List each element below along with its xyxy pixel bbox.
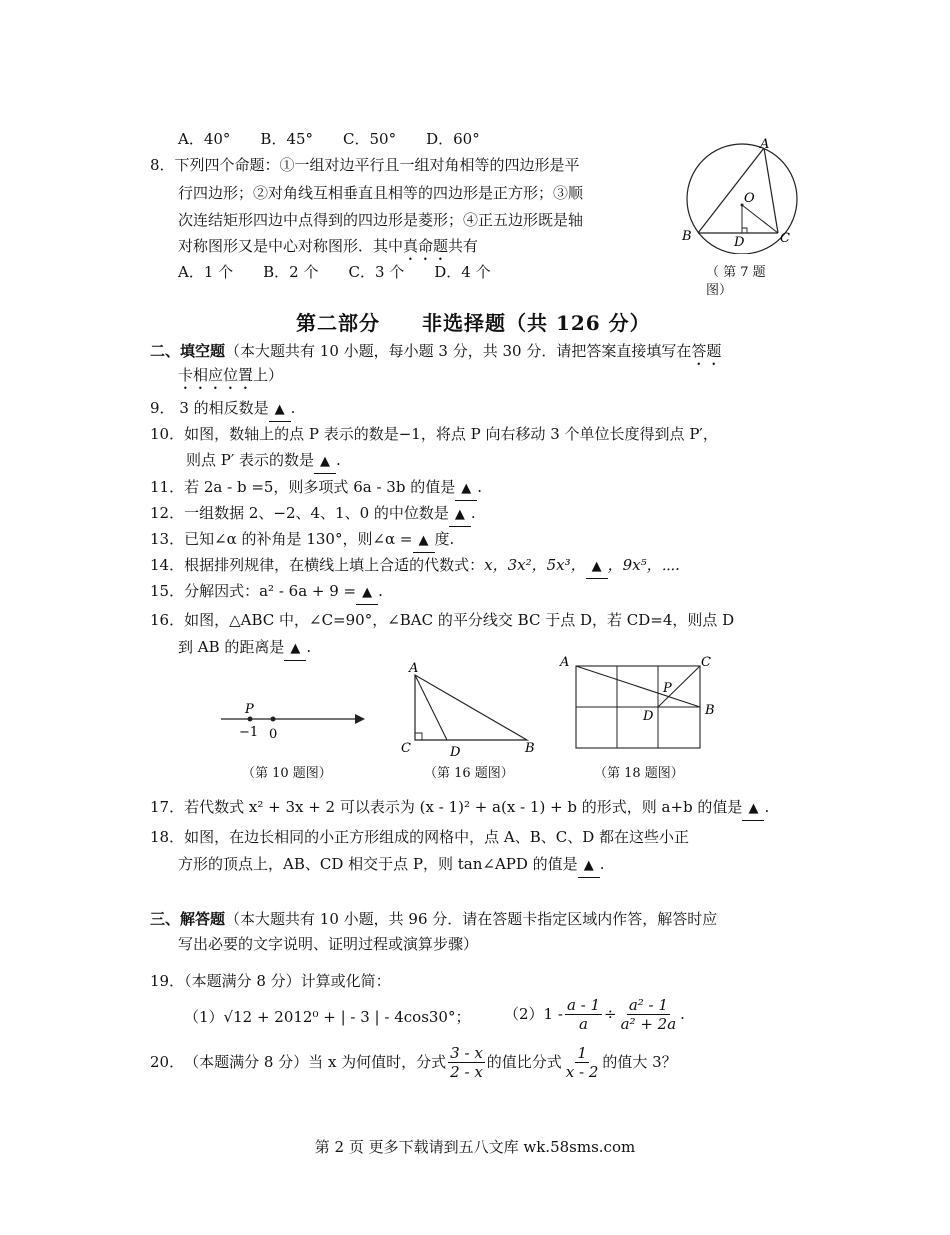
blank-marker: ▲ [461, 481, 472, 496]
blank-marker: ▲ [454, 507, 465, 522]
q10-line2 [186, 449, 341, 474]
q15-text: 分解因式：a² - 6a + 9 = [184, 582, 357, 600]
q20 [150, 1040, 677, 1084]
q12-end: . [470, 504, 476, 522]
q8-options: A．1 个 B．2 个 C．3 个 D．4 个 [178, 263, 491, 281]
q8-text-4a: 对称图形又是中心对称图形．其中 [178, 237, 404, 255]
q18-answer-blank [578, 853, 600, 878]
q15-end: . [378, 582, 383, 600]
q20-frac2-numerator: 1 [577, 1043, 587, 1062]
q20-text-3: 的值大 3？ [602, 1053, 677, 1071]
q19-text: （本题满分 8 分）计算或化简： [184, 972, 391, 990]
q8-line1 [150, 154, 580, 176]
q9-answer-blank [269, 397, 291, 422]
q10-end: . [336, 451, 341, 469]
q8-text-4c: 共有 [448, 237, 479, 255]
q8-text-1: 下列四个命题：①一组对边平行且一组对角相等的四边形是平 [174, 156, 580, 174]
page-footer: 第 2 页 更多下载请到五八文库 wk.58sms.com [314, 1138, 636, 1156]
fig18-label-B: B [705, 703, 715, 718]
q17-end: . [764, 798, 770, 816]
section3-label: 三、解答题 [150, 910, 226, 928]
fig16-label-C: C [401, 741, 411, 756]
fig16-label-D: D [450, 745, 461, 760]
figure-10-number-line [215, 698, 365, 743]
q16-answer-blank [284, 636, 306, 661]
q19-frac1-denominator: a [579, 1014, 588, 1033]
blank-marker: ▲ [583, 858, 594, 873]
section2-label: 二、填空题 [150, 342, 226, 360]
q12-text: 一组数据 2、−2、4、1、0 的中位数是 [184, 504, 449, 522]
fig10-label-0: 0 [269, 727, 278, 742]
fig7-label-A: A [760, 137, 770, 152]
section2-desc-end: 上） [253, 366, 284, 384]
q13-end: 度. [434, 530, 455, 548]
q18-line2 [178, 853, 604, 878]
blank-marker: ▲ [362, 585, 373, 600]
q8-emphasis: 真命题 [403, 237, 449, 255]
fig18-label-A: A [560, 655, 570, 670]
q20-frac1-numerator: 3 - x [450, 1043, 483, 1062]
fig18-caption: （第 18 题图） [594, 766, 684, 781]
section2-desc-1: （本大题共有 10 小题，每小题 3 分，共 30 分．请把答案直接填写在 [225, 342, 692, 360]
q8-line2: 行四边形；②对角线互相垂直且相等的四边形是正方形；③顺 [178, 184, 584, 202]
q18-text-2: 方形的顶点上，AB、CD 相交于点 P，则 tan∠APD 的值是 [178, 855, 578, 873]
q9-end: . [290, 399, 296, 417]
fig7-label-C: C [780, 231, 790, 246]
q20-frac1-denominator: 2 - x [450, 1062, 483, 1081]
blank-marker: ▲ [418, 533, 429, 548]
q10-answer-blank [314, 449, 336, 474]
figure-7-circle [672, 134, 812, 254]
q19-frac2-denominator: a² + 2a [620, 1014, 677, 1033]
section2-heading-2 [178, 364, 283, 393]
blank-marker: ▲ [748, 801, 759, 816]
q15 [150, 580, 383, 605]
q14-sequence-tail: ，9x⁵，⋯. [607, 556, 680, 574]
q9-number: 9． [150, 399, 175, 417]
q19 [150, 970, 391, 992]
q16-line2 [178, 636, 311, 661]
q12-answer-blank [449, 502, 471, 527]
fig18-label-C: C [701, 655, 711, 670]
q19-divide-sign: ÷ [604, 1005, 617, 1023]
fig16-caption: （第 16 题图） [424, 766, 514, 781]
q20-text-2: 的值比分式 [486, 1053, 562, 1071]
q19-part2-end: . [680, 1005, 685, 1023]
q8-line3: 次连结矩形四边中点得到的四边形是菱形；④正五边形既是轴 [178, 211, 584, 229]
fig18-label-D: D [643, 709, 654, 724]
q14-sequence: x，3x²，5x³， [484, 556, 586, 574]
q16-text-2: 到 AB 的距离是 [178, 638, 285, 656]
q20-fraction-1 [448, 1044, 485, 1081]
q9 [150, 397, 295, 422]
section3-desc-2: 写出必要的文字说明、证明过程或演算步骤） [178, 935, 479, 953]
q18-end: . [599, 855, 605, 873]
q17 [150, 796, 769, 821]
q19-frac2-numerator: a² - 1 [628, 995, 668, 1014]
blank-marker: ▲ [320, 454, 331, 469]
q18-number: 18． [150, 828, 185, 846]
fig7-label-D: D [734, 235, 745, 250]
q19-fraction-2 [619, 996, 679, 1033]
fig16-label-B: B [525, 741, 535, 756]
q14-text: 根据排列规律，在横线上填上合适的代数式： [184, 556, 485, 574]
q20-frac2-denominator: x - 2 [565, 1062, 599, 1081]
blank-marker: ▲ [290, 641, 301, 656]
fig7-caption-1: （ 第 7 题 [706, 265, 766, 280]
q14-number: 14． [150, 556, 185, 574]
q20-number: 20． [150, 1053, 185, 1071]
q15-number: 15． [150, 582, 185, 600]
q19-frac1-numerator: a - 1 [566, 995, 601, 1014]
q17-text: 若代数式 x² + 3x + 2 可以表示为 (x - 1)² + a(x - 1) + b 的形式，则 a+b 的值是 [184, 798, 743, 816]
q10-text-1: 如图，数轴上的点 P 表示的数是−1，将点 P 向右移动 3 个单位长度得到点 P′， [184, 425, 718, 443]
q16-text-1: 如图，△ABC 中，∠C=90°，∠BAC 的平分线交 BC 于点 D，若 CD=4，则点 D [184, 611, 735, 629]
figure-18-grid [555, 652, 725, 757]
q13 [150, 528, 454, 553]
q18-text-1: 如图，在边长相同的小正方形组成的网格中，点 A、B、C、D 都在这些小正 [184, 828, 689, 846]
q18-line1 [150, 826, 689, 848]
q19-number: 19． [150, 972, 185, 990]
fig18-label-P: P [663, 681, 672, 696]
q14-answer-blank [586, 554, 608, 579]
fig10-label-minus1: −1 [239, 725, 259, 740]
q8-number: 8． [150, 156, 175, 174]
q11 [150, 476, 482, 501]
q11-number: 11． [150, 478, 185, 496]
part2-title: 第二部分 非选择题（共 126 分） [296, 311, 651, 335]
q19-part2-prefix: （2）1 - [504, 1005, 563, 1023]
q20-fraction-2 [564, 1044, 601, 1081]
q19-part2 [504, 994, 685, 1034]
figure-16-triangle [395, 660, 545, 760]
q19-part1: （1）√12 + 2012⁰ + | - 3 | - 4cos30°； [184, 1008, 471, 1026]
q17-answer-blank [742, 796, 764, 821]
q17-number: 17． [150, 798, 185, 816]
q13-text: 已知∠α 的补角是 130°，则∠α = [184, 530, 413, 548]
q16-end: . [306, 638, 312, 656]
blank-marker: ▲ [591, 559, 602, 574]
section3-heading [150, 908, 717, 930]
fig7-label-O: O [744, 191, 755, 206]
arrow-icon [355, 714, 365, 724]
q16-line1 [150, 609, 734, 631]
q12 [150, 502, 476, 527]
q15-answer-blank [356, 580, 378, 605]
fig10-label-P: P [245, 702, 254, 717]
q11-answer-blank [455, 476, 477, 501]
q16-number: 16． [150, 611, 185, 629]
q13-answer-blank [413, 528, 435, 553]
q10-number: 10． [150, 425, 185, 443]
q11-end: . [477, 478, 482, 496]
q8-line4 [178, 235, 478, 264]
q19-fraction-1 [565, 996, 602, 1033]
q14 [150, 554, 680, 579]
fig7-label-B: B [682, 229, 692, 244]
q9-text: 3 的相反数是 [174, 399, 269, 417]
q7-options: A．40° B．45° C．50° D．60° [178, 130, 480, 148]
q13-number: 13． [150, 530, 185, 548]
blank-marker: ▲ [274, 402, 285, 417]
q11-text: 若 2a - b =5，则多项式 6a - 3b 的值是 [184, 478, 456, 496]
section2-emphasis-2: 卡相应位置 [178, 366, 254, 384]
q12-number: 12． [150, 504, 185, 522]
q10-text-2: 则点 P′ 表示的数是 [186, 451, 315, 469]
fig10-caption: （第 10 题图） [242, 766, 332, 781]
fig16-label-A: A [409, 661, 419, 676]
section3-desc-1: （本大题共有 10 小题，共 96 分．请在答题卡指定区域内作答，解答时应 [225, 910, 718, 928]
fig7-caption-2: 图） [706, 283, 733, 298]
section2-emphasis-1: 答题 [691, 342, 722, 360]
q20-text-1: （本题满分 8 分）当 x 为何值时，分式 [184, 1053, 447, 1071]
q10-line1 [150, 423, 718, 445]
